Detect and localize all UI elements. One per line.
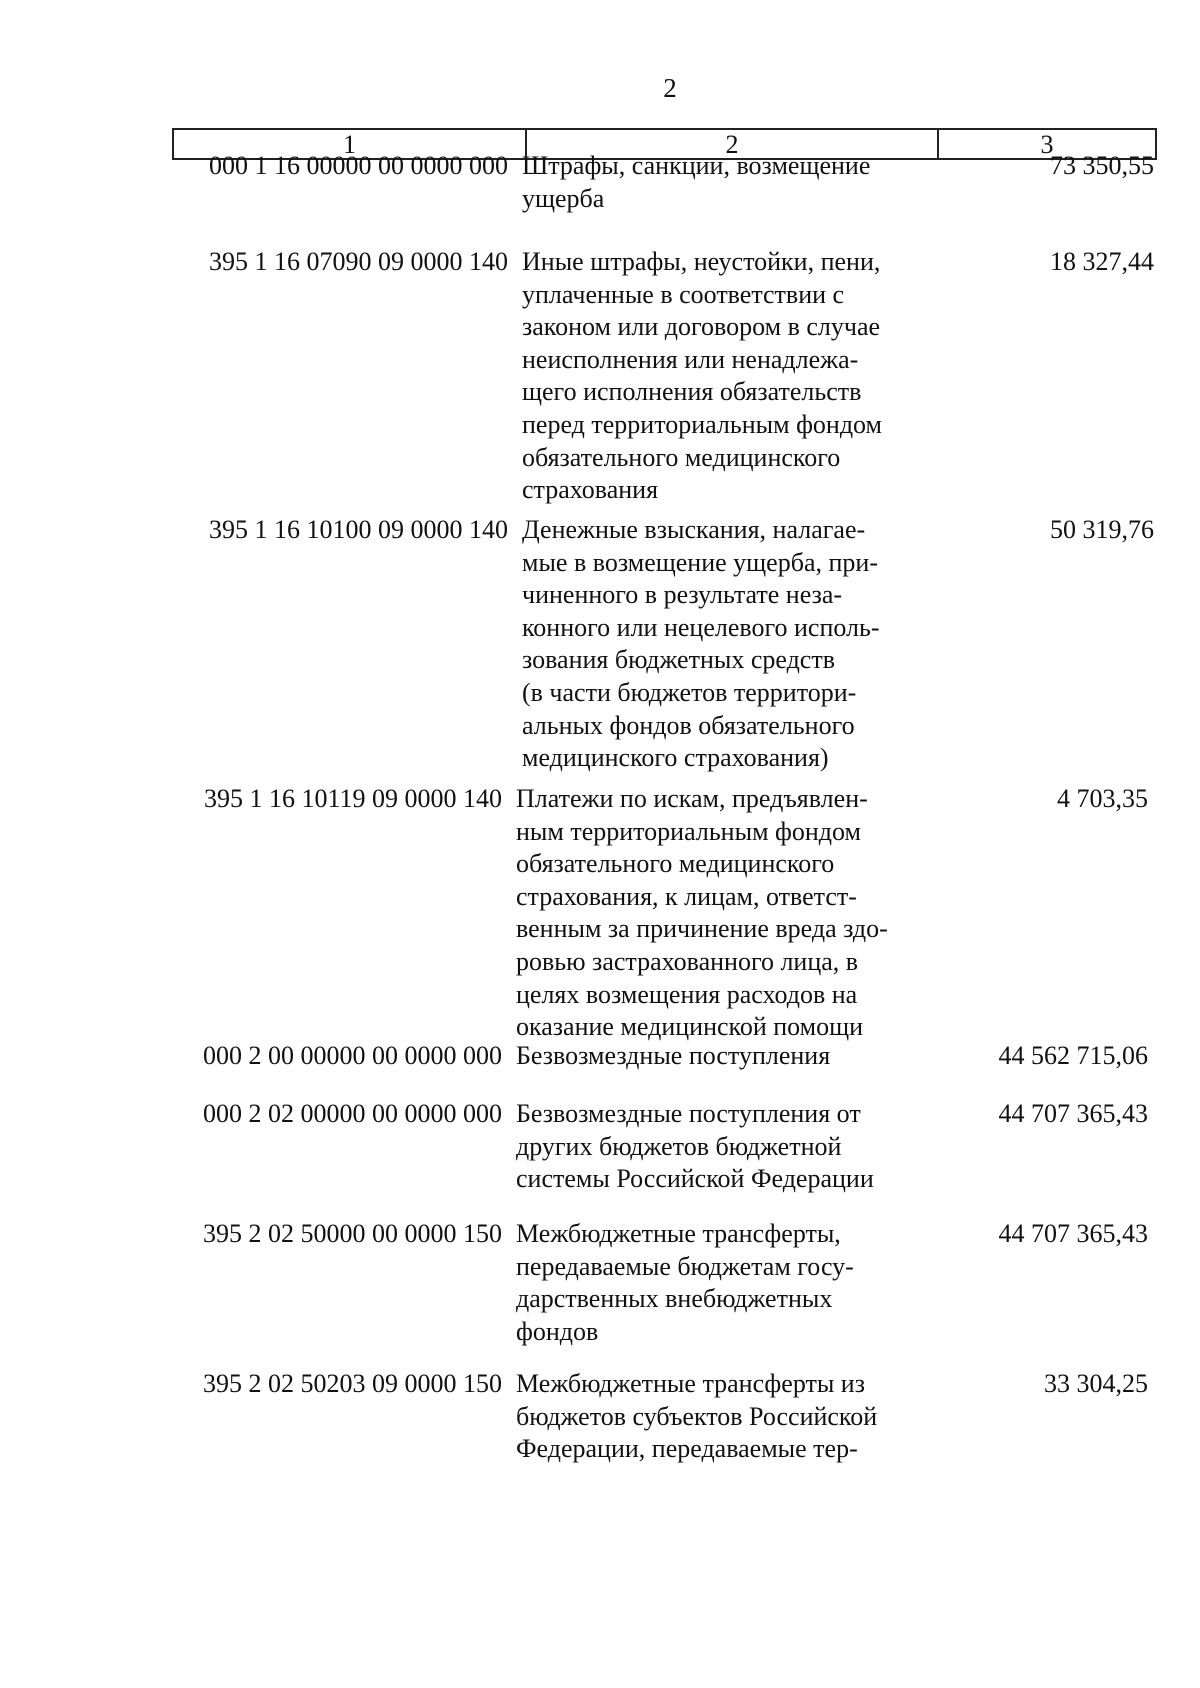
row-amount: 44 562 715,06 <box>998 1041 1148 1070</box>
row-name-line: медицинского страхования) <box>522 743 829 773</box>
row-amount: 18 327,44 <box>1050 247 1154 276</box>
row-name-line: страхования <box>522 475 659 505</box>
table-row <box>166 1368 1148 1466</box>
row-name-line: уплаченные в соответствии с <box>522 279 845 309</box>
row-name-line: целях возмещения расходов на <box>516 979 858 1009</box>
row-code: 395 1 16 07090 09 0000 140 <box>209 247 508 276</box>
header-cell-2: 2 <box>527 130 939 158</box>
table-row <box>172 514 1154 775</box>
row-code: 395 1 16 10100 09 0000 140 <box>209 515 508 544</box>
row-name <box>522 514 954 775</box>
header-cell-1: 1 <box>174 130 527 158</box>
row-name-line: Межбюджетные трансферты, <box>516 1219 841 1248</box>
row-name-line: обязательного медицинского <box>516 849 835 879</box>
row-name-line: Платежи по искам, предъявлен- <box>516 784 868 813</box>
header-cell-3: 3 <box>1040 130 1054 159</box>
row-name-line: мые в возмещение ущерба, при- <box>522 547 878 577</box>
row-name-line: дарственных внебюджетных <box>516 1284 833 1314</box>
row-name <box>516 1368 948 1466</box>
budget-table <box>172 128 1157 1464</box>
row-amount: 4 703,35 <box>1057 784 1148 813</box>
row-name-line: фондов <box>516 1316 599 1346</box>
row-name-line: чиненного в результате неза- <box>522 580 843 610</box>
row-name <box>516 1040 948 1073</box>
row-name <box>522 150 954 215</box>
row-name-line: Межбюджетные трансферты из <box>516 1369 865 1398</box>
row-amount: 50 319,76 <box>1050 515 1154 544</box>
row-name-line: ущерба <box>522 183 605 213</box>
row-name-line: передаваемые бюджетам госу- <box>516 1251 854 1281</box>
row-amount: 44 707 365,43 <box>998 1219 1148 1248</box>
row-name-line: Иные штрафы, неустойки, пени, <box>522 247 881 276</box>
row-name-line: ным территориальным фондом <box>516 816 861 846</box>
row-amount: 73 350,55 <box>1050 151 1154 180</box>
row-name-line: перед территориальным фондом <box>522 409 883 439</box>
row-name-line: (в части бюджетов территори- <box>522 677 857 707</box>
row-name-line: обязательного медицинского <box>522 442 841 472</box>
row-code: 000 2 00 00000 00 0000 000 <box>203 1041 502 1070</box>
row-name-line: бюджетов субъектов Российской <box>516 1401 878 1431</box>
row-name-line: ровью застрахованного лица, в <box>516 946 859 976</box>
table-row <box>166 1218 1148 1348</box>
row-name-line: законом или договором в случае <box>522 312 881 342</box>
row-name-line: щего исполнения обязательств <box>522 377 862 407</box>
row-name-line: Штрафы, санкции, возмещение <box>522 151 871 180</box>
row-name-line: Безвозмездные поступления от <box>516 1099 861 1128</box>
row-name-line: страхования, к лицам, ответст- <box>516 881 857 911</box>
page-number: 2 <box>663 73 677 103</box>
row-name <box>516 1218 948 1348</box>
row-name-line: системы Российской Федерации <box>516 1164 874 1194</box>
row-name-line: Денежные взыскания, налагае- <box>522 515 866 544</box>
row-amount: 44 707 365,43 <box>998 1099 1148 1128</box>
row-name-line: венным за причинение вреда здо- <box>516 914 888 944</box>
table-row <box>172 150 1154 215</box>
row-name <box>516 783 948 1044</box>
row-code: 395 2 02 50203 09 0000 150 <box>203 1369 502 1398</box>
row-code: 000 2 02 00000 00 0000 000 <box>203 1099 502 1128</box>
row-name <box>522 246 954 507</box>
row-name-line: Безвозмездные поступления <box>516 1041 831 1070</box>
table-row <box>172 246 1154 507</box>
row-name-line: Федерации, передаваемые тер- <box>516 1434 858 1464</box>
table-row <box>166 1098 1148 1196</box>
row-code: 395 2 02 50000 00 0000 150 <box>203 1219 502 1248</box>
table-row <box>166 783 1148 1044</box>
row-name <box>516 1098 948 1196</box>
row-name-line: альных фондов обязательного <box>522 710 855 740</box>
row-code: 395 1 16 10119 09 0000 140 <box>203 784 502 813</box>
table-row <box>166 1040 1148 1073</box>
row-amount: 33 304,25 <box>1044 1369 1148 1398</box>
row-name-line: других бюджетов бюджетной <box>516 1131 842 1161</box>
row-name-line: зования бюджетных средств <box>522 645 835 675</box>
row-name-line: конного или нецелевого исполь- <box>522 612 880 642</box>
row-name-line: оказание медицинской помощи <box>516 1012 864 1042</box>
row-code: 000 1 16 00000 00 0000 000 <box>209 151 508 180</box>
row-name-line: неисполнения или ненадлежа- <box>522 344 859 374</box>
